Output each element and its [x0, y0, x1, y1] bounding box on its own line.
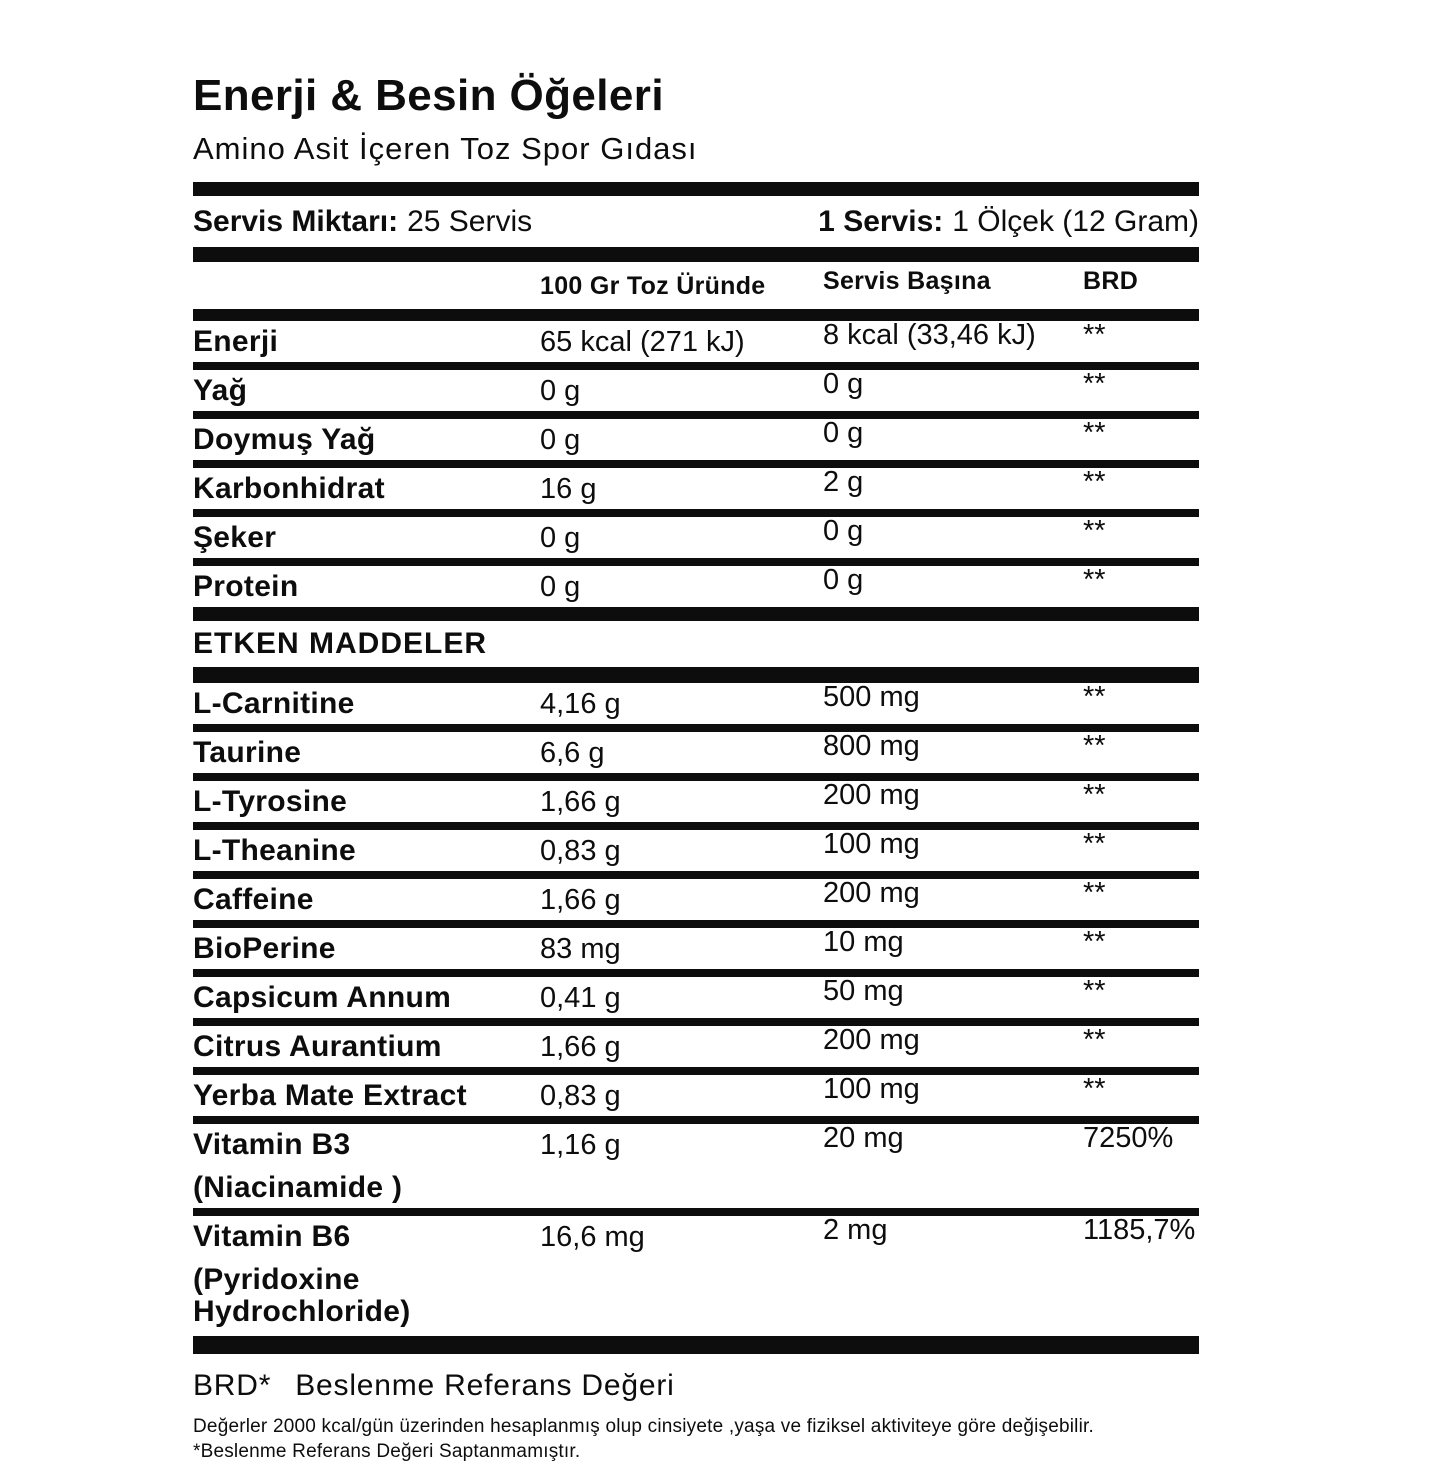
- row-value-per100: 0 g: [540, 424, 581, 456]
- column-header-empty: [193, 272, 540, 300]
- brd-definition-text: Beslenme Referans Değeri: [295, 1369, 675, 1402]
- section-header: ETKEN MADDELER: [193, 627, 488, 660]
- serving-size-value: 1 Ölçek (12 Gram): [952, 205, 1199, 238]
- row-label: Taurine: [193, 736, 302, 769]
- table-row: [193, 1124, 1199, 1208]
- footnote-values: Değerler 2000 kcal/gün üzerinden hesaplanmış olup cinsiyete ,yaşa ve fiziksel aktiviteye göre değişebilir.: [193, 1416, 1094, 1437]
- table-row: [193, 566, 1199, 607]
- row-value-per100: 0 g: [540, 522, 581, 554]
- row-label: Caffeine: [193, 883, 314, 916]
- row-label: Karbonhidrat: [193, 472, 385, 505]
- row-value-serving: 2 g: [823, 466, 864, 498]
- row-value-brd: **: [1083, 515, 1106, 547]
- row-value-brd: **: [1083, 730, 1106, 762]
- row-label: Vitamin B6 (Pyridoxine Hydrochloride): [193, 1220, 411, 1328]
- row-value-serving: 2 mg: [823, 1214, 888, 1246]
- row-value-brd: **: [1083, 368, 1106, 400]
- row-value-per100: 1,66 g: [540, 1031, 621, 1063]
- serving-info-row: [193, 196, 1199, 247]
- row-value-per100: 4,16 g: [540, 688, 621, 720]
- row-value-per100: 83 mg: [540, 933, 621, 965]
- row-value-brd: 1185,7%: [1083, 1214, 1196, 1246]
- table-row: [193, 370, 1199, 411]
- table-row: [193, 419, 1199, 460]
- row-value-per100: 6,6 g: [540, 737, 605, 769]
- column-header-per100: 100 Gr Toz Üründe: [540, 272, 766, 300]
- row-label: L-Theanine: [193, 834, 357, 867]
- serving-count-label: Servis Miktarı:: [193, 205, 399, 238]
- row-value-per100: 65 kcal (271 kJ): [540, 326, 745, 358]
- footnote-asterisk: *Beslenme Referans Değeri Saptanmamıştır.: [193, 1441, 581, 1462]
- serving-count-value: 25 Servis: [407, 205, 533, 238]
- row-value-brd: **: [1083, 1073, 1106, 1105]
- table-row: [193, 321, 1199, 362]
- row-value-per100: 16 g: [540, 473, 597, 505]
- table-row: [193, 879, 1199, 920]
- row-value-serving: 10 mg: [823, 926, 904, 958]
- row-label: BioPerine: [193, 932, 336, 965]
- row-value-brd: **: [1083, 417, 1106, 449]
- row-label: Yağ: [193, 374, 248, 407]
- row-value-serving: 200 mg: [823, 1024, 920, 1056]
- table-row: [193, 517, 1199, 558]
- row-value-per100: 0 g: [540, 375, 581, 407]
- table-row: [193, 1216, 1199, 1332]
- row-value-brd: **: [1083, 975, 1106, 1007]
- row-value-serving: 0 g: [823, 368, 864, 400]
- serving-size: [818, 205, 1199, 239]
- row-value-brd: 7250%: [1083, 1122, 1174, 1154]
- row-value-per100: 1,16 g: [540, 1129, 621, 1161]
- row-label: Yerba Mate Extract: [193, 1079, 467, 1112]
- serving-count: [193, 205, 532, 239]
- row-value-per100: 0,41 g: [540, 982, 621, 1014]
- row-value-per100: 0,83 g: [540, 835, 621, 867]
- table-row: [193, 928, 1199, 969]
- row-value-serving: 100 mg: [823, 1073, 920, 1105]
- row-value-per100: 16,6 mg: [540, 1221, 645, 1253]
- row-value-per100: 0,83 g: [540, 1080, 621, 1112]
- row-value-serving: 100 mg: [823, 828, 920, 860]
- row-value-brd: **: [1083, 466, 1106, 498]
- divider-footer: [193, 1336, 1199, 1354]
- row-value-serving: 200 mg: [823, 877, 920, 909]
- table-row: [193, 1026, 1199, 1067]
- row-value-brd: **: [1083, 319, 1106, 351]
- column-header-brd: BRD: [1083, 267, 1139, 295]
- serving-size-label: 1 Servis:: [818, 205, 944, 238]
- row-value-serving: 8 kcal (33,46 kJ): [823, 319, 1036, 351]
- row-value-per100: 1,66 g: [540, 786, 621, 818]
- row-value-serving: 500 mg: [823, 681, 920, 713]
- label-panel: [193, 0, 1199, 1464]
- row-value-brd: **: [1083, 1024, 1106, 1056]
- column-header-serving: Servis Başına: [823, 267, 991, 295]
- row-label: Enerji: [193, 325, 279, 358]
- table-body: [193, 321, 1199, 1332]
- row-value-brd: **: [1083, 681, 1106, 713]
- row-value-brd: **: [1083, 779, 1106, 811]
- row-value-brd: **: [1083, 877, 1106, 909]
- table-row: [193, 732, 1199, 773]
- table-row: [193, 977, 1199, 1018]
- divider: [193, 607, 1199, 621]
- divider-top: [193, 182, 1199, 196]
- page-subtitle: Amino Asit İçeren Toz Spor Gıdası: [193, 131, 698, 166]
- row-label: Capsicum Annum: [193, 981, 452, 1014]
- row-label: Vitamin B3 (Niacinamide ): [193, 1128, 403, 1204]
- row-value-serving: 0 g: [823, 564, 864, 596]
- table-row: [193, 468, 1199, 509]
- row-value-serving: 800 mg: [823, 730, 920, 762]
- page-title: Enerji & Besin Öğeleri: [193, 71, 664, 120]
- row-label: Protein: [193, 570, 299, 603]
- row-label: Şeker: [193, 521, 277, 554]
- brd-abbreviation: BRD*: [193, 1369, 272, 1402]
- row-value-brd: **: [1083, 564, 1106, 596]
- row-value-serving: 0 g: [823, 515, 864, 547]
- footnotes: [193, 1414, 1199, 1464]
- row-value-per100: 0 g: [540, 571, 581, 603]
- row-label: L-Carnitine: [193, 687, 355, 720]
- table-header-row: [193, 262, 1199, 309]
- row-value-brd: **: [1083, 828, 1106, 860]
- divider-serving: [193, 247, 1199, 262]
- brd-definition: [193, 1369, 1199, 1403]
- row-label: L-Tyrosine: [193, 785, 348, 818]
- row-value-serving: 50 mg: [823, 975, 904, 1007]
- table-row: [193, 781, 1199, 822]
- row-label: Citrus Aurantium: [193, 1030, 442, 1063]
- row-label: Doymuş Yağ: [193, 423, 376, 456]
- table-row: [193, 683, 1199, 724]
- row-value-serving: 200 mg: [823, 779, 920, 811]
- table-row: [193, 830, 1199, 871]
- row-value-brd: **: [1083, 926, 1106, 958]
- row-value-serving: 0 g: [823, 417, 864, 449]
- table-row: [193, 1075, 1199, 1116]
- row-value-serving: 20 mg: [823, 1122, 904, 1154]
- row-value-per100: 1,66 g: [540, 884, 621, 916]
